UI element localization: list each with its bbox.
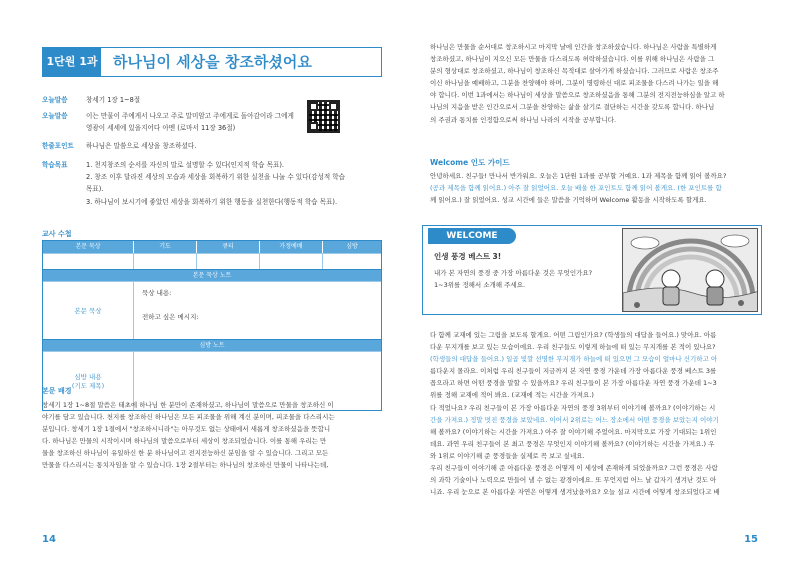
qr-finder [309,102,318,111]
text-line: 창조하셨고, 하나님이 지으신 모든 만물을 다스리도록 허락하셨습니다. 이를 위해 하나님은 사람을 그 [430,55,715,64]
table-header [43,241,381,253]
info-value: 영광이 세세에 있을지어다 아멘 (로마서 11장 36절) [86,124,236,132]
text-line: (학생들의 대답을 들어요.) 일곱 빛깔 선명한 무지개가 하늘에 떠 있으면 그 모습이 얼마나 신기하고 아 [430,355,718,364]
qr-finder [309,122,318,131]
text-line: 다운 무지개를 보고 있는 모습이에요. 우리 친구들도 이렇게 하늘에 떠 있는 무지개를 본 적이 있나요? [430,343,716,352]
checkbox-row [43,253,381,269]
text-line: 만물을 다스리시는 통치자임을 알 수 있습니다. 1장 2절부터는 하나님의 창조하신 만물이 나타나는데, [42,461,329,470]
info-value: 3. 하나님이 보시기에 좋았던 세상을 회복하기 위한 행동을 실천한다(행동적 학습 목표). [86,198,338,206]
text-line: 해 볼까요? (이야기하는 시간을 가져요.) 아주 잘 이야기해 주었어요. 마지막으로 가장 기대되는 1위인 [430,427,717,436]
message-label: 전하고 싶은 메시지: [142,313,199,321]
welcome-tab: WELCOME [428,228,516,244]
text-line: 1~3위를 정해서 소개해 주세요. [434,281,526,289]
table-header-cell: 가정예배 [260,241,323,253]
info-value: 하나님은 말씀으로 세상을 창조하셨다. [86,142,197,150]
text-line: (공과 제목을 함께 읽어요.) 아주 잘 읽었어요. 오늘 배울 한 포인트도 함께 읽어 볼게요. (한 포인트를 함 [430,184,722,193]
meditation-cell[interactable] [134,282,381,339]
info-goals [42,160,382,210]
intro-text [430,41,770,126]
info-value: 목표). [86,185,104,193]
table-bar-meditation: 본문 묵상 노트 [43,269,381,281]
text-line: 의 주권과 통치를 인정함으로써 하나님 나라의 시작을 공부합니다. [430,115,617,124]
table-header-cell: 심방 [346,243,358,250]
info-key: 오늘말씀 [42,96,68,104]
info-key: 한줄포인트 [42,142,74,150]
row-label: 심방 내용 (기도 제목) [43,352,134,410]
text-line: 하나님은 만물을 순서대로 창조하시고 마지막 날에 인간을 창조하셨습니다. 하나님은 사람을 특별하게 [430,43,717,51]
text-line: 나님의 지음을 받은 인간으로서 그분을 찬양하는 삶을 살기로 결단하는 시간을 갖도록 합니다. 하나님 [430,103,715,112]
info-value: 창세기 1장 1~8절 [86,96,141,104]
text-line: 와 1위로 이야기해 준 풍경들을 실제로 꼭 보고 싶네요. [430,451,585,460]
table-bar-visit: 심방 노트 [43,339,381,351]
welcome-heading: 인생 풍경 베스트 3! [434,252,502,261]
text-line: 의 과학 기술이나 노력으로 만들어 낼 수 없는 광경이에요. 또 무언지럼 어느 날 갑자기 생겨난 것도 아 [430,476,717,485]
text-line: 다 함께 교재에 있는 그림을 보도록 할게요. 어떤 그림인가요? (학생들의 대답을 들어요.) 맞아요. 아름 [430,331,717,339]
background-text [42,399,382,472]
welcome-guide-title: Welcome 인도 가이드 [430,158,510,167]
meditation-content-label: 묵상 내용: [142,289,172,297]
info-key: 학습목표 [42,161,68,169]
text-line: 분입니다. 창세기 1장 1절에서 "창조하시니라"는 아무것도 없는 상태에서 새롭게 창조하셨음을 뜻합니 [42,425,331,434]
text-line: 물을 창조하신 하나님이 유일하신 한 분 하나님이고 전지전능하신 분임을 알 수 있습니다. 그리고 모든 [42,449,329,458]
table-header-cell: 큐티 [197,241,260,253]
text-line: 간을 가져요.) 정말 멋진 풍경을 보았네요. 이어서 2위로는 어느 장소에서 어떤 풍경을 보았는지 이야기 [430,415,719,424]
text-line: 우리 친구들이 이야기해 준 아름다운 풍경은 어떻게 이 세상에 존재하게 되었을까요? 그런 풍경은 사람 [430,464,718,473]
qr-finder [329,102,338,111]
text-line: 위를 정해 교재에 적어 봐요. (교재에 적는 시간을 가져요.) [430,391,594,400]
lesson-title: 하나님이 세상을 창조하셨어요 [113,53,312,71]
text-line: 름다운지 몰라요. 이처럼 우리 친구들이 지금까지 본 자연 풍경 가운데 가장 아름다운 풍경 베스트 3를 [430,367,717,376]
text-line: 니죠. 우리 눈으로 본 아름다운 자연은 어떻게 생겨났을까요? 오늘 설교 시간에 어떻게 창조되었다고 배 [430,488,720,497]
text-line: 이신 하나님을 예배하고, 그분을 찬양해야 하며, 그분이 명령하신 대로 피조물을 다스려 나가는 일을 해 [430,79,719,88]
text-line: 다. 하나님은 만물의 시작이시며 하나님의 말씀으로부터 세상이 창조되었습니다. 이를 통해 우리는 만 [42,437,327,446]
welcome-question [434,267,592,291]
teacher-table [42,240,382,411]
meditation-row [43,281,381,339]
info-key: 오늘말씀 [42,112,68,120]
row-label: 본문 묵상 [43,282,134,339]
page-number: 15 [744,534,758,545]
lesson-tag: 1단원 1과 [43,48,101,76]
guide-text [430,170,770,206]
rainbow-illustration-svg [623,229,758,312]
text-line: 안녕하세요. 친구들! 만나서 반가워요. 오늘은 1단원 1과를 공부할 거예요. 1과 제목을 함께 읽어 볼까요? [430,172,727,180]
right-page [400,0,800,573]
info-value: 이는 만물이 주에게서 나오고 주로 말미암고 주에게로 돌아감이라 그에게 [86,112,294,120]
info-value: 2. 창조 이후 달라진 세상의 모습과 세상을 회복하기 위한 실천을 나눌 수 있다(감성적 학습 [86,173,346,181]
info-point [42,141,382,153]
text-line: 다 적었나요? 우리 친구들이 본 가장 아름다운 자연의 풍경 3위부터 이야기해 볼까요? (이야기하는 시 [430,403,716,412]
page-number: 14 [42,534,56,545]
text-line: 데요. 과연 우리 친구들이 본 최고 풍경은 무엇인지 이야기해 볼까요? (이야기하는 시간을 가져요.) 우 [430,439,715,448]
text-line: 내가 본 자연의 풍경 중 가장 아름다운 것은 무엇인가요? [434,269,593,277]
text-line: 께 읽어요.) 잘 읽었어요. 성교 시간에 들은 말씀을 기억하며 Welcome 활동을 시작하도록 할게요. [430,196,707,205]
text-line: 꼽으라고 하면 어떤 풍경을 말할 수 있을까요? 우리 친구들이 본 가장 아름다운 자연 풍경 가운데 1~3 [430,379,717,388]
text-line: 분의 형상대로 창조하셨고, 하나님이 창조하신 목적대로 살아가게 하셨습니다. 그러므로 사람은 창조주 [430,67,719,76]
text-line: 창세기 1장 1~8절 말씀은 태초에 하나님 한 분만이 존재하셨고, 하나님이 말씀으로 만물을 창조하신 이 [42,401,334,409]
text-line: 야기를 담고 있습니다. 천지를 창조하신 하나님은 모든 피조물을 위해 계신 분이며, 피조물을 다스리시는 [42,413,335,422]
section-teacher-notes: 교사 수첩 [42,230,72,238]
lesson-header [42,47,382,77]
rainbow-illustration [622,228,758,312]
table-header-cell: 기도 [134,241,197,253]
text-line: 야 합니다. 이번 1과에서는 하나님이 세상을 말씀으로 창조하셨음을 통해 그분의 전지전능하심을 알고 하 [430,91,725,100]
table-header-cell: 본문 묵상 [43,241,134,253]
section-background: 본문 배경 [42,387,72,395]
info-value: 1. 천지창조의 순서를 자신의 말로 설명할 수 있다(인지적 학습 목표). [86,161,285,169]
activity-text [430,329,770,498]
